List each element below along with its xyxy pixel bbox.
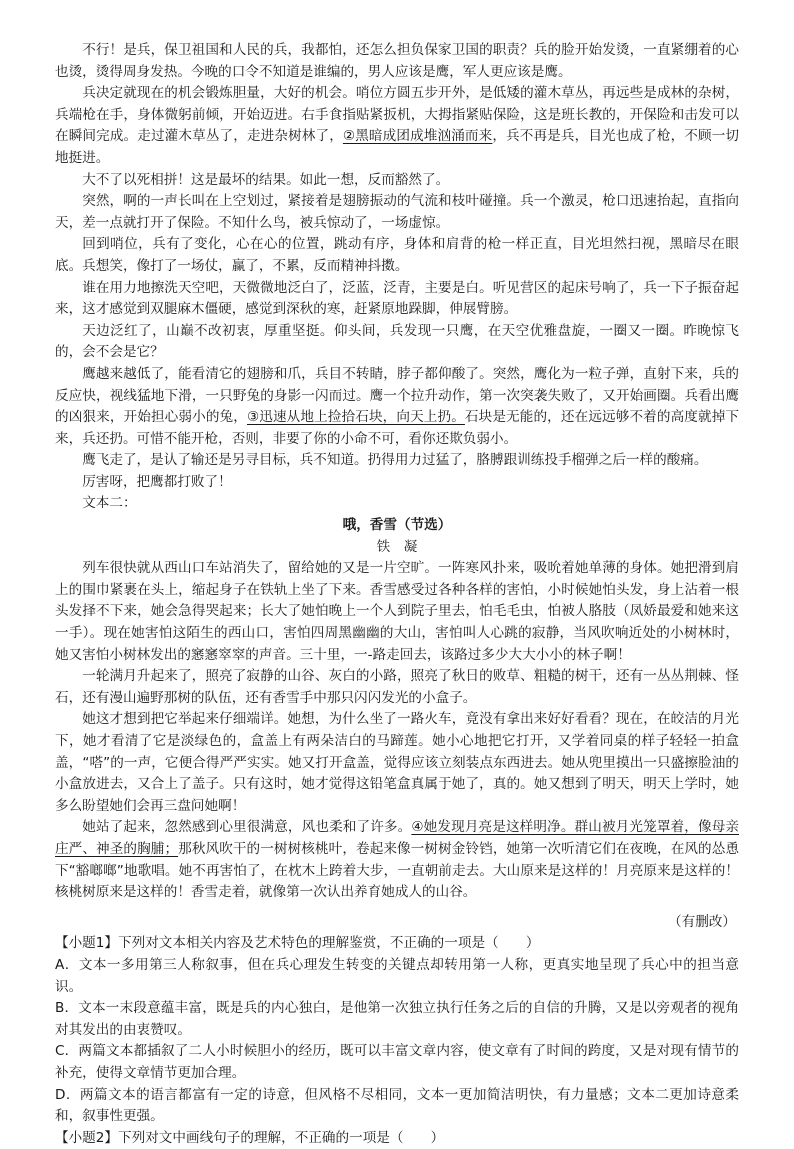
paragraph: 回到哨位，兵有了变化，心在心的位置，跳动有序，身体和肩背的枪一样正直，目光坦然扫视，黑暗尽在眼底。兵想笑，像打了一场仗，赢了，不累，反而精神抖擞。 bbox=[55, 236, 739, 274]
underlined-sentence-2: ②黑暗成团成堆汹涌而来 bbox=[342, 128, 493, 145]
paragraph-text: 鹰越来越低了，能看清它的翅膀和爪，兵目不转睛，脖子都仰酸了。突然，鹰化为一粒子弹，直射下来，兵的反应快，视线猛地下滑，一只野兔的身影一闪而过。鹰一个拉升动作，第一次突袭失败了，又开始画圈。兵看出鹰的凶狠来，开始担心弱小的兔， bbox=[55, 365, 739, 426]
edit-note: （有删改） bbox=[668, 913, 736, 930]
text2-title: 哦，香雪（节选） bbox=[342, 517, 452, 534]
questions-section bbox=[0, 933, 794, 1149]
document-content bbox=[0, 40, 794, 1149]
paragraph: 鹰飞走了，是认了输还是另寻目标，兵不知道。扔得用力过猛了，胳膊跟训练投手榴弹之后一样的酸痛。 bbox=[82, 452, 708, 469]
paragraph: 她这才想到把它举起来仔细端详。她想，为什么坐了一路火车，竟没有拿出来好好看看？现在，在皎洁的月光下，她才看清了它是淡绿色的，盒盖上有两朵洁白的马蹄莲。她小心地把它打开，又学着同桌的样子轻轻一拍盒盖，“嗒”的一声，它便合得严严实实。她又打开盒盖，觉得应该立刻装点东西进去。她从兜里摸出一只盛擦脸油的小盒放进去，又合上了盖子。只有这时，她才觉得这铅笔盒真属于她了，真的。她又想到了明天，明天上学时，她多么盼望她们会再三盘问她啊！ bbox=[55, 711, 739, 814]
paragraph: 天边泛红了，山巅不改初衷，厚重坚挺。仰头间，兵发现一只鹰，在天空优雅盘旋，一圈又一圈。昨晚惊飞的，会不会是它？ bbox=[55, 322, 739, 361]
question-1-option-b: B．文本一末段意蕴丰富，既是兵的内心独白，是他第一次独立执行任务之后的自信的升腾，又是以旁观者的视角对其发出的由衷赞叹。 bbox=[55, 1000, 739, 1038]
paragraph-text: 她站了起来，忽然感到心里很满意，风也柔和了许多。 bbox=[82, 819, 412, 836]
paragraph: 不行！是兵，保卫祖国和人民的兵，我都怕，还怎么担负保家卫国的职责？兵的脸开始发烫，一直紧绷着的心也烫，烫得周身发热。今晚的口令不知道是谁编的，男人应该是鹰，军人更应该是鹰。 bbox=[55, 42, 739, 80]
paragraph: 一轮满月升起来了，照亮了寂静的山谷、灰白的小路，照亮了秋日的败草、粗糙的树干，还有一丛丛荆棘、怪石，还有漫山遍野那树的队伍，还有香雪手中那只闪闪发光的小盒子。 bbox=[55, 668, 739, 706]
underlined-sentence-4: ④她发现月亮是这样明净。群山被月光笼罩着，像母亲庄严、神圣的胸脯； bbox=[55, 819, 739, 857]
paragraph-text: 石块是无能的，还在远远够不着的高度就掉下来，兵还扔。可惜不能开枪，否则，非要了你的小命不可，看你还欺负弱小。 bbox=[55, 409, 740, 447]
paragraph: 突然，啊的一声长叫在上空划过，紧接着是翅膀振动的气流和枝叶碰撞。兵一个激灵，枪口迅速抬起，直指向天，差一点就打开了保险。不知什么鸟，被兵惊动了，一场虚惊。 bbox=[55, 193, 739, 231]
paragraph-text: 那秋风吹干的一树树核桃叶，卷起来像一树树金铃铛，她第一次听清它们在夜晚，在风的怂恿下“豁啷啷”地歌唱。她不再害怕了，在枕木上跨着大步，一直朝前走去。大山原来是这样的！月亮原来是这样的！核桃树原来是这样的！香雪走着，就像第一次认出养育她成人的山谷。 bbox=[55, 840, 740, 901]
paragraph: 厉害呀，把鹰都打败了！ bbox=[82, 473, 232, 490]
paragraph bbox=[55, 83, 739, 169]
text2-label: 文本二： bbox=[82, 495, 137, 512]
text2-section bbox=[0, 493, 794, 933]
question-1-option-d: D．两篇文本的语言都富有一定的诗意，但风格不尽相同，文本一更加简洁明快，有力量感；文本二更加诗意柔和，叙事性更强。 bbox=[55, 1086, 739, 1125]
paragraph bbox=[55, 364, 739, 450]
underlined-sentence-3: ③迅速从地上捡拾石块，向天上扔。 bbox=[246, 409, 465, 426]
question-1-option-c: C．两篇文本都插叙了二人小时候胆小的经历，既可以丰富文章内容，使文章有了时间的跨度，又是对现有情节的补充，使得文章情节更加合理。 bbox=[55, 1043, 739, 1081]
question-1-stem: 【小题1】下列对文本相关内容及艺术特色的理解鉴赏，不正确的一项是（ ） bbox=[55, 935, 540, 952]
paragraph bbox=[55, 817, 739, 903]
paragraph-text: 兵决定就现在的机会锻炼胆量，大好的机会。哨位方圆五步开外，是低矮的灌木草丛，再远些是成林的杂树，兵端枪在手，身体微躬前倾，开始迈进。右手食指贴紧扳机，大拇指紧贴保险，这是班长教的，开保险和击发可以在瞬间完成。走过灌木草丛了，走进杂树林了， bbox=[55, 85, 739, 145]
question-1-option-a: A．文本一多用第三人称叙事，但在兵心理发生转变的关键点却转用第一人称，更真实地呈现了兵心中的担当意识。 bbox=[55, 956, 739, 995]
text1-section bbox=[0, 40, 794, 493]
paragraph: 列车很快就从西山口车站消失了，留给她的又是一片空旷。一阵寒风扑来，吸吮着她单薄的身体。她把滑到肩上的围巾紧裹在头上，缩起身子在铁轨上坐了下来。香雪感受过各种各样的害怕，小时候她怕头发，身上沾着一根头发择不下来，她会急得哭起来；长大了她怕晚上一个人到院子里去，怕毛毛虫，怕被人胳肢（凤娇最爱和她来这一手）。现在她害怕这陌生的西山口，害怕四周黑幽幽的大山，害怕叫人心跳的寂静，当风吹响近处的小树林时，她又害怕小树林发出的窸窸窣窣的声音。三十里，一-路走回去，该路过多少大大小小的林子啊！ bbox=[55, 560, 739, 663]
question-2-stem: 【小题2】下列对文中画线句子的理解，不正确的一项是（ ） bbox=[55, 1129, 445, 1146]
paragraph-text: ，兵不再是兵，目光也成了枪，不顾一切地挺进。 bbox=[55, 128, 740, 166]
text2-author: 铁 凝 bbox=[376, 538, 418, 555]
paragraph: 谁在用力地擦洗天空吧，天微微地泛白了，泛蓝，泛青，主要是白。听见营区的起床号响了，兵一下子振奋起来，这才感觉到双腿麻木僵硬，感觉到深秋的寒，赶紧原地跺脚，伸展臂膀。 bbox=[55, 279, 739, 318]
paragraph: 大不了以死相拼！这是最坏的结果。如此一想，反而豁然了。 bbox=[82, 171, 450, 188]
